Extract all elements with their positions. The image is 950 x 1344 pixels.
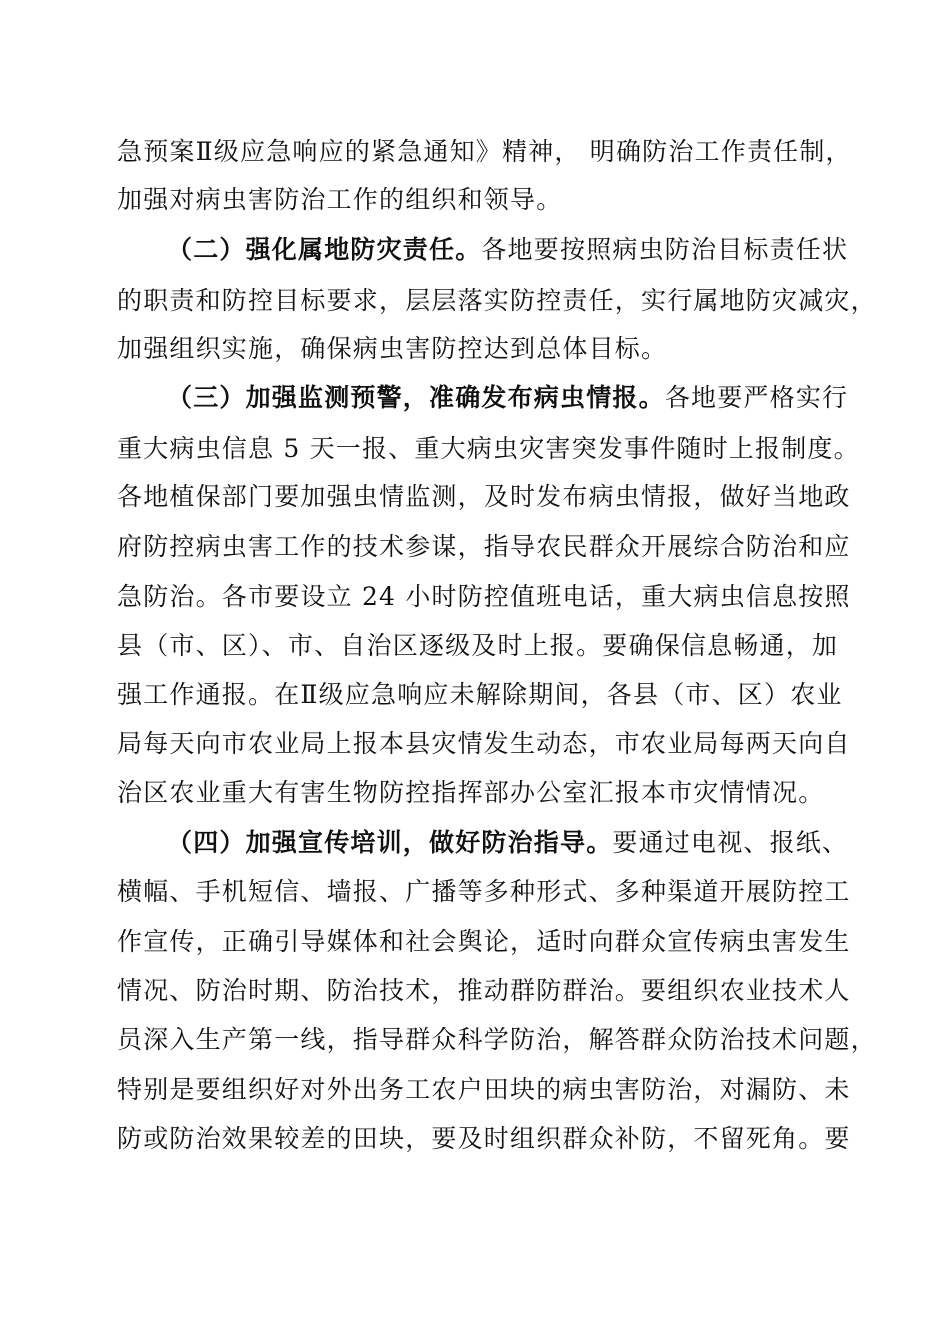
body-line (117, 180, 831, 220)
body-line (117, 773, 831, 813)
line-text: 急防治。各市要设立 24 小时防控值班电话，重大病虫信息按照 (117, 582, 851, 611)
line-text: 各地要按照病虫防治目标责任状 (481, 235, 849, 264)
section-heading: （二）强化属地防灾责任。 (167, 235, 482, 264)
line-text: 局每天向市农业局上报本县灾情发生动态，市农业局每两天向自 (117, 729, 851, 758)
line-text: 加强对病虫害防治工作的组织和领导。 (117, 185, 563, 214)
line-text: 重大病虫信息 5 天一报、重大病虫灾害突发事件随时上报制度。 (117, 434, 860, 463)
body-line (117, 577, 851, 617)
line-text: 加强组织实施，确保病虫害防控达到总体目标。 (117, 334, 668, 363)
line-text: 横幅、手机短信、墙报、广播等多种形式、多种渠道开展防控工 (117, 877, 851, 906)
section-heading-line (167, 823, 849, 863)
line-text: 强工作通报。在Ⅱ级应急响应未解除期间，各县（市、区）农业 (117, 680, 843, 709)
body-line (117, 1020, 877, 1060)
line-text: 特别是要组织好对外出务工农户田块的病虫害防治，对漏防、未 (117, 1075, 851, 1104)
line-text: 防或防治效果较差的田块，要及时组织群众补防，不留死角。要 (117, 1124, 851, 1153)
body-line (117, 429, 860, 469)
line-text: 的职责和防控目标要求，层层落实防控责任，实行属地防灾减灾， (117, 286, 877, 315)
line-text: 治区农业重大有害生物防控指挥部办公室汇报本市灾情情况。 (117, 778, 825, 807)
body-line (117, 872, 851, 912)
line-text: 各地要严格实行 (664, 383, 849, 412)
body-line (117, 922, 851, 962)
body-line (117, 971, 851, 1011)
body-line (117, 675, 843, 715)
line-text: 要通过电视、报纸、 (612, 828, 849, 857)
body-line (117, 1119, 851, 1159)
section-heading: （四）加强宣传培训，做好防治指导。 (167, 828, 613, 857)
line-text: 作宣传，正确引导媒体和社会舆论，适时向群众宣传病虫害发生 (117, 927, 851, 956)
line-text: 员深入生产第一线，指导群众科学防治，解答群众防治技术问题， (117, 1025, 877, 1054)
section-heading-line (167, 230, 849, 270)
line-text: 县（市、区）、市、自治区逐级及时上报。要确保信息畅通，加 (117, 631, 839, 660)
section-heading: （三）加强监测预警，准确发布病虫情报。 (167, 383, 665, 412)
line-text: 情况、防治时期、防治技术，推动群防群治。要组织农业技术人 (117, 976, 851, 1005)
body-line (117, 477, 851, 517)
body-line (117, 527, 851, 567)
line-text: 府防控病虫害工作的技术参谋，指导农民群众开展综合防治和应 (117, 532, 851, 561)
body-line (117, 329, 831, 369)
line-text: 急预案Ⅱ级应急响应的紧急通知》精神， 明确防治工作责任制， (117, 137, 852, 166)
line-text: 各地植保部门要加强虫情监测，及时发布病虫情报，做好当地政 (117, 482, 851, 511)
body-line (117, 132, 852, 172)
section-heading-line (167, 378, 849, 418)
body-line (117, 626, 839, 666)
body-line (117, 1070, 851, 1110)
body-line (117, 724, 851, 764)
body-line (117, 281, 877, 321)
